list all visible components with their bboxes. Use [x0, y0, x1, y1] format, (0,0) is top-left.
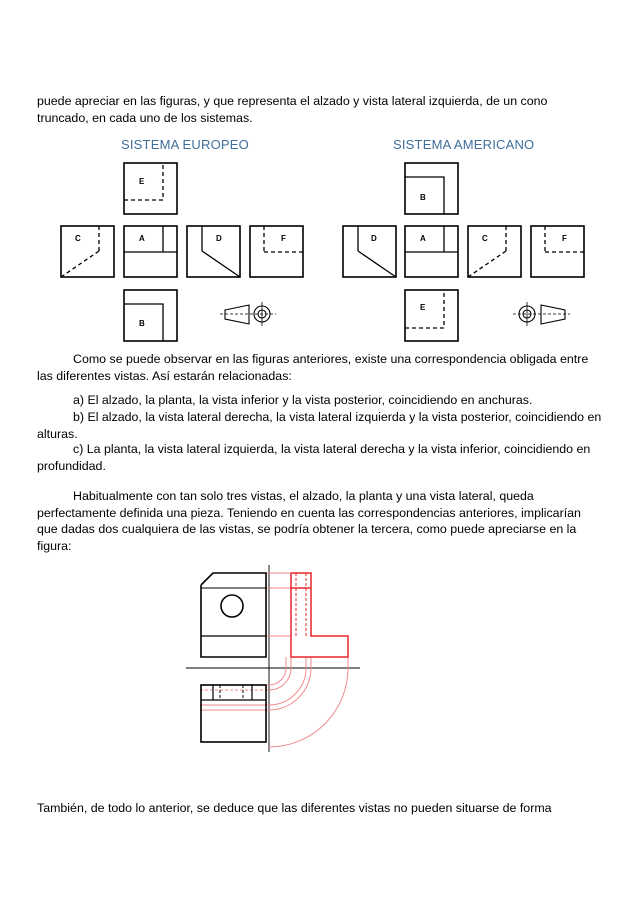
american-view-d	[343, 226, 396, 277]
american-cone-symbol	[513, 302, 570, 326]
item-c: c) La planta, la vista lateral izquierda, la vista lateral derecha y la vista inferior, coincidiendo en profundidad.	[37, 442, 591, 473]
european-label-b: B	[139, 319, 145, 328]
three-views-paragraph: Habitualmente con tan solo tres vistas, el alzado, la planta y una vista lateral, queda perfectamente definida una pieza. Teniendo en cuenta las correspondencias anteriores, implicarían que dadas dos cualquiera de las vistas, se podría obtener la tercera, como puede apreciarse en la figura:	[37, 489, 581, 553]
european-view-b	[124, 290, 177, 341]
top-view	[201, 685, 266, 742]
american-label-e: E	[420, 303, 426, 312]
european-view-c	[61, 226, 114, 277]
construction-arcs	[200, 573, 348, 747]
american-label-c: C	[482, 234, 488, 243]
item-b: b) El alzado, la vista lateral derecha, la vista lateral izquierda y la vista posterior, coincidiendo en alturas.	[37, 410, 602, 441]
closing-paragraph: También, de todo lo anterior, se deduce que las diferentes vistas no pueden situarse de forma	[37, 801, 552, 815]
hole-circle	[221, 595, 243, 617]
american-view-e	[405, 290, 458, 341]
european-label-d: D	[216, 234, 222, 243]
american-system-heading: SISTEMA AMERICANO	[393, 137, 535, 152]
american-view-b	[405, 163, 458, 214]
european-view-f	[250, 226, 303, 277]
projection-axes	[186, 565, 360, 752]
european-system-heading: SISTEMA EUROPEO	[121, 137, 249, 152]
correspondence-paragraph: Como se puede observar en las figuras anteriores, existe una correspondencia obligada entre las diferentes vistas. Así estarán relacionadas:	[37, 352, 589, 383]
american-view-f	[531, 226, 584, 277]
american-label-b: B	[420, 193, 426, 202]
american-label-a: A	[420, 234, 426, 243]
european-view-e	[124, 163, 177, 214]
european-label-a: A	[139, 234, 145, 243]
american-view-a	[405, 226, 458, 277]
american-label-f: F	[562, 234, 567, 243]
american-label-d: D	[371, 234, 377, 243]
european-cone-symbol	[220, 302, 276, 326]
derived-side-view	[291, 573, 348, 657]
european-label-f: F	[281, 234, 286, 243]
european-view-a	[124, 226, 177, 277]
european-label-e: E	[139, 177, 145, 186]
intro-paragraph: puede apreciar en las figuras, y que representa el alzado y vista lateral izquierda, de un cono truncado, en cada uno de los sistemas.	[37, 94, 548, 125]
front-view	[201, 573, 266, 657]
item-a: a) El alzado, la planta, la vista inferior y la vista posterior, coincidiendo en anchuras.	[73, 393, 533, 407]
european-label-c: C	[75, 234, 81, 243]
european-view-d	[187, 226, 240, 277]
american-view-c	[468, 226, 521, 277]
